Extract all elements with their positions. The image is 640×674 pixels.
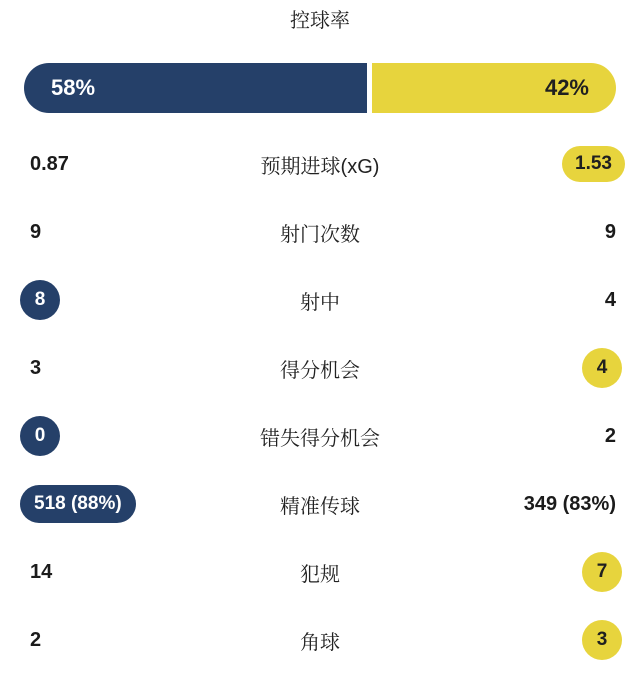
stat-label-shots-on-target: 射中: [300, 291, 340, 314]
away-value-accurate-passes: 349 (83%): [523, 492, 616, 515]
home-value-big-chances: 3: [30, 356, 42, 379]
home-value-shots: 9: [30, 220, 42, 243]
stat-row-shots: [24, 212, 616, 252]
stat-label-corners: 角球: [300, 631, 340, 654]
stat-row-accurate-passes: [24, 484, 616, 524]
possession-bar-away: [372, 63, 616, 113]
stat-row-xg: [24, 144, 616, 184]
home-value-shots-on-target: 8: [20, 280, 60, 320]
home-value-xg: 0.87: [30, 152, 69, 175]
stat-label-big-chances-missed: 错失得分机会: [260, 427, 380, 450]
possession-bar-home: [24, 63, 367, 113]
home-value-accurate-passes: 518 (88%): [20, 485, 136, 523]
away-value-xg: 1.53: [562, 146, 625, 182]
possession-title: 控球率: [290, 10, 350, 32]
stat-label-fouls: 犯规: [300, 563, 340, 586]
away-value-big-chances-missed: 2: [604, 424, 616, 447]
away-value-big-chances: 4: [582, 348, 622, 388]
stat-label-xg: 预期进球(xG): [260, 155, 380, 178]
away-value-shots: 9: [604, 220, 616, 243]
stat-row-corners: [24, 620, 616, 660]
away-value-fouls: 7: [582, 552, 622, 592]
stat-row-shots-on-target: [24, 280, 616, 320]
stat-label-accurate-passes: 精准传球: [280, 495, 360, 518]
home-value-fouls: 14: [30, 560, 53, 583]
away-value-corners: 3: [582, 620, 622, 660]
home-value-big-chances-missed: 0: [20, 416, 60, 456]
stat-row-fouls: [24, 552, 616, 592]
home-value-corners: 2: [30, 628, 42, 651]
possession-away-value: 42%: [544, 75, 589, 100]
stat-label-big-chances: 得分机会: [280, 359, 360, 382]
stat-row-big-chances: [24, 348, 616, 388]
away-value-shots-on-target: 4: [604, 288, 616, 311]
stat-row-big-chances-missed: [24, 416, 616, 456]
possession-home-value: 58%: [51, 75, 96, 100]
possession-bar: [24, 63, 616, 113]
stat-label-shots: 射门次数: [280, 223, 360, 246]
